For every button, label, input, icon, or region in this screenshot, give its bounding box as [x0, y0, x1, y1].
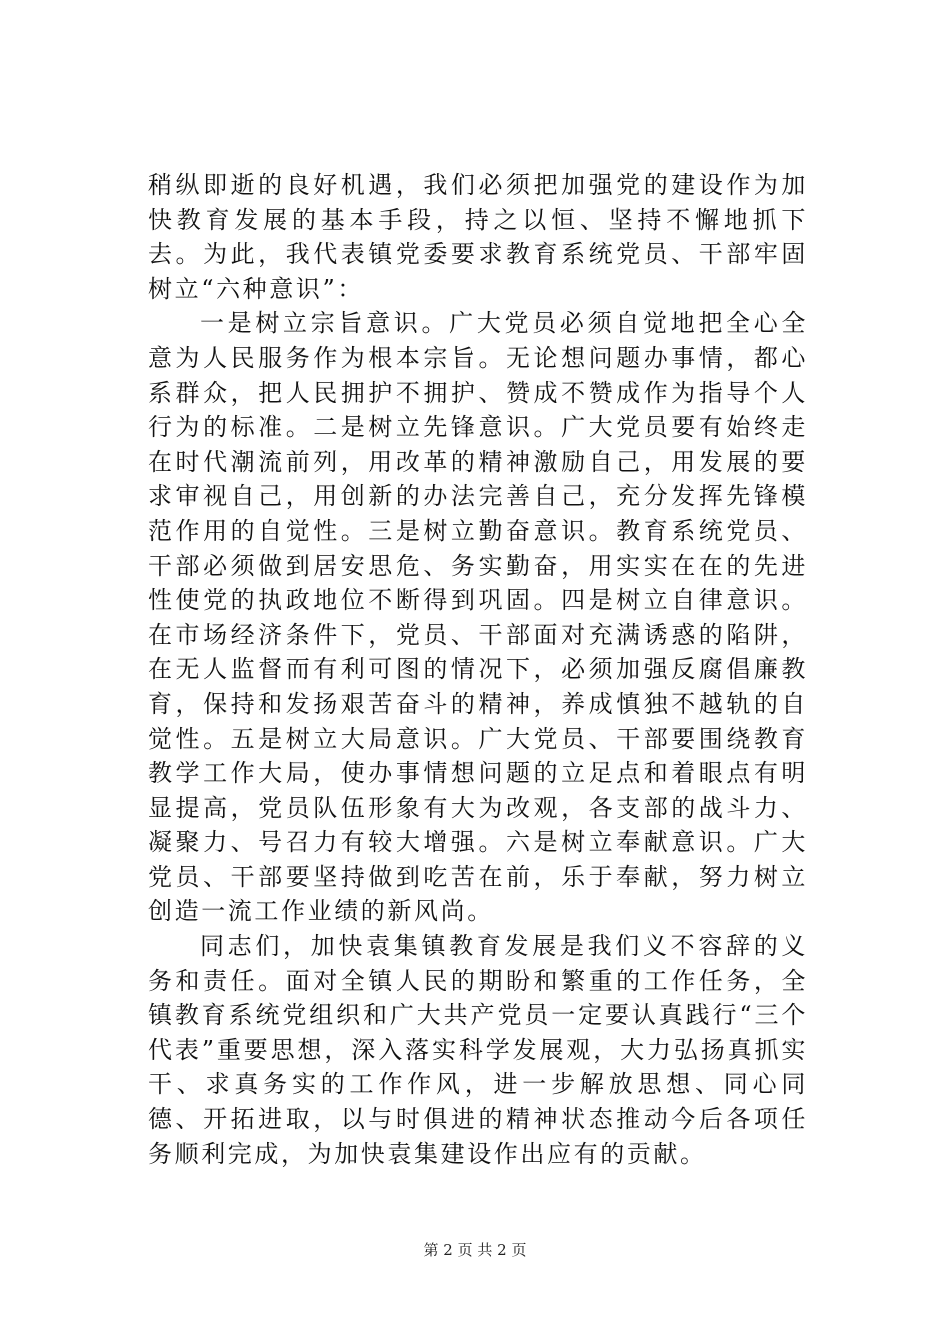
paragraph-six-awareness: 一是树立宗旨意识。广大党员必须自觉地把全心全意为人民服务作为根本宗旨。无论想问题办事情，都心系群众，把人民拥护不拥护、赞成不赞成作为指导个人行为的标准。二是树立先锋意识。广大党员要有始终走在时代潮流前列，用改革的精神激励自己，用发展的要求审视自己，用创新的办法完善自己，充分发挥先锋模范作用的自觉性。三是树立勤奋意识。教育系统党员、干部必须做到居安思危、务实勤奋，用实实在在的先进性使党的执政地位不断得到巩固。四是树立自律意识。在市场经济条件下，党员、干部面对充满诱惑的陷阱，在无人监督而有利可图的情况下，必须加强反腐倡廉教育，保持和发扬艰苦奋斗的精神，养成慎独不越轨的自觉性。五是树立大局意识。广大党员、干部要围绕教育教学工作大局，使办事情想问题的立足点和着眼点有明显提高，党员队伍形象有大为改观，各支部的战斗力、凝聚力、号召力有较大增强。六是树立奉献意识。广大党员、干部要坚持做到吃苦在前，乐于奉献，努力树立创造一流工作业绩的新风尚。: [148, 309, 808, 926]
paragraph-continuation: 稍纵即逝的良好机遇，我们必须把加强党的建设作为加快教育发展的基本手段，持之以恒、坚持不懈地抓下去。为此，我代表镇党委要求教育系统党员、干部牢固树立“六种意识”：: [148, 171, 808, 303]
document-body: [148, 168, 808, 1171]
paragraph-closing: 同志们，加快袁集镇教育发展是我们义不容辞的义务和责任。面对全镇人民的期盼和繁重的工作任务，全镇教育系统党组织和广大共产党员一定要认真践行“三个代表”重要思想，深入落实科学发展观，大力弘扬真抓实干、求真务实的工作作风，进一步解放思想、同心同德、开拓进取，以与时俱进的精神状态推动今后各项任务顺利完成，为加快袁集建设作出应有的贡献。: [148, 932, 808, 1168]
page-number-footer: 第 2 页 共 2 页: [423, 1241, 527, 1259]
